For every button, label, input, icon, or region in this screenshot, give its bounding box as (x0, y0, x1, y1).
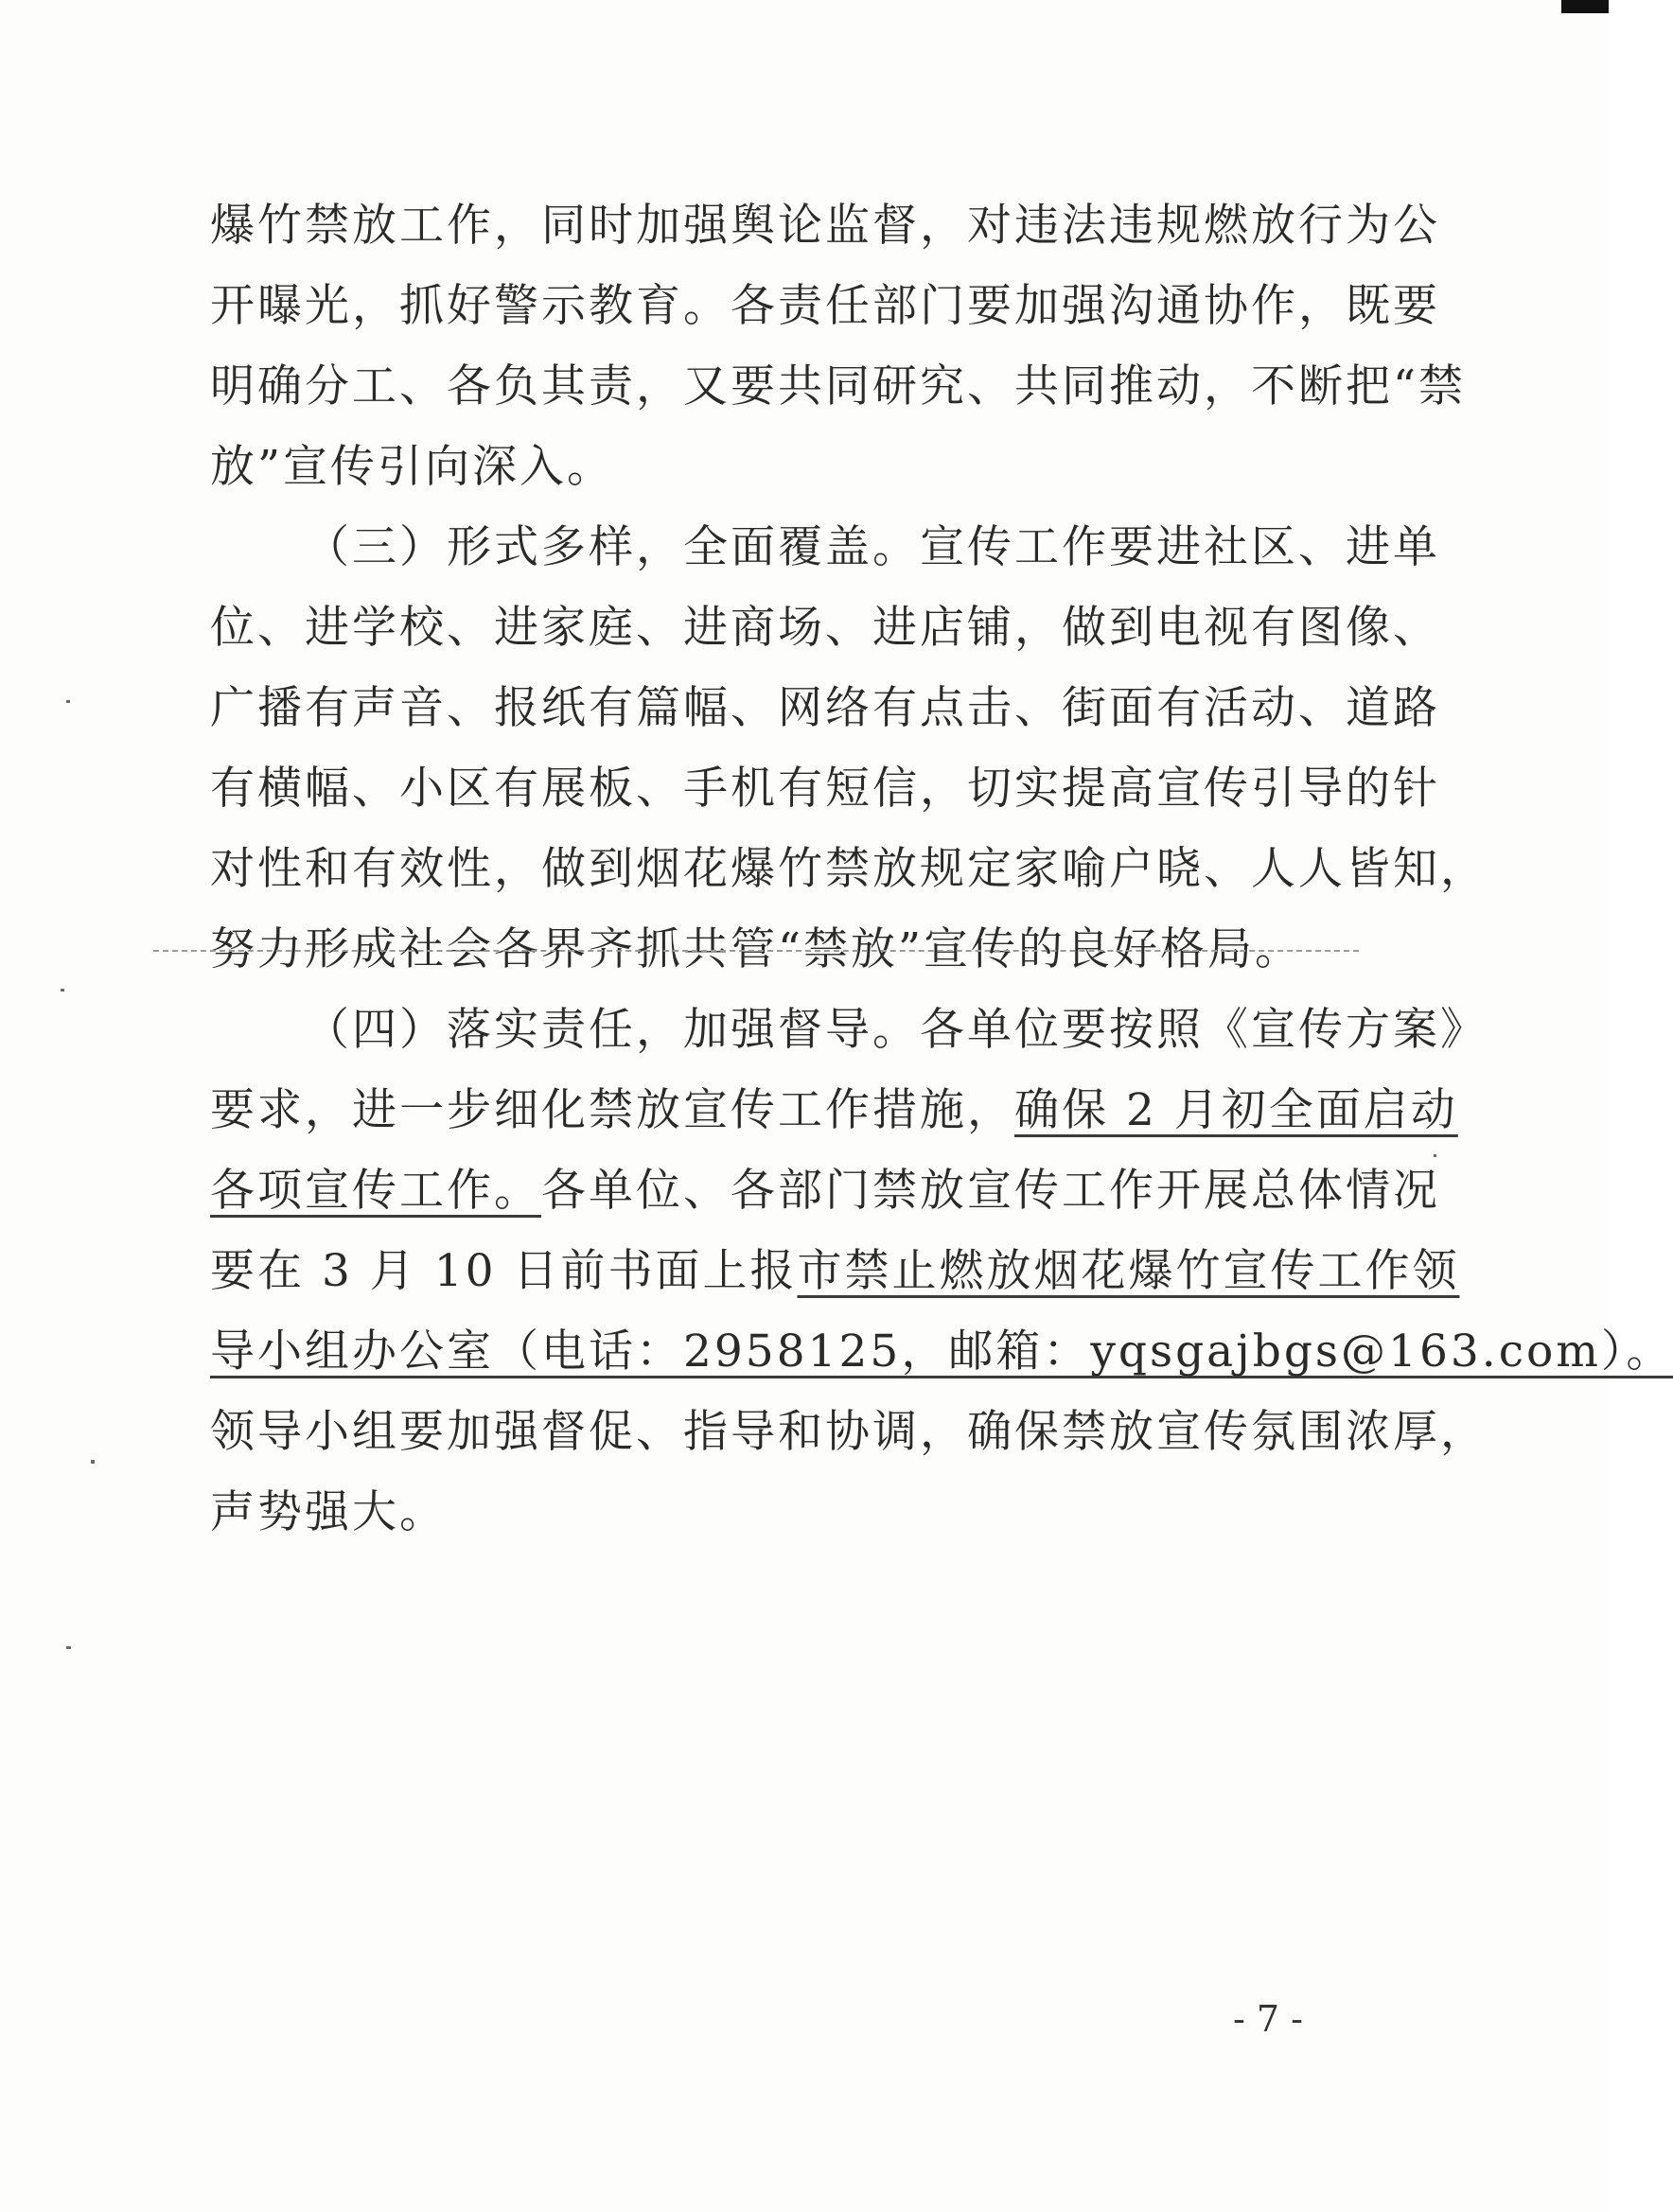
section-heading-line: （四）落实责任，加强督导。各单位要按照《宣传方案》 (305, 1004, 1488, 1056)
text-line: 开曝光，抓好警示教育。各责任部门要加强沟通协作，既要 (210, 280, 1440, 332)
scan-speck (91, 1460, 95, 1464)
scan-speck (66, 700, 70, 703)
text-line (210, 1311, 1673, 1392)
line-text: 要在 3 月 10 日前书面上报 (210, 1245, 798, 1297)
text-line: 广播有声音、报纸有篇幅、网络有点击、街面有活动、道路 (210, 682, 1440, 734)
text-line (210, 1070, 1458, 1150)
scan-corner-mark (1561, 0, 1609, 13)
text-line: 领导小组要加强督促、指导和协调，确保禁放宣传氛围浓厚， (210, 1406, 1488, 1458)
page-number: - 7 - (1232, 1998, 1303, 2040)
underlined-text: 各项宣传工作。 (210, 1165, 541, 1217)
line-text: 要求，进一步细化禁放宣传工作措施， (210, 1084, 1014, 1136)
text-line (210, 909, 1308, 990)
underlined-contact-info: 导小组办公室（电话：2958125，邮箱：yqsgajbgs@163.com）。 (210, 1325, 1673, 1378)
text-line: 爆竹禁放工作，同时加强舆论监督，对违法违规燃放行为公 (210, 200, 1440, 252)
scan-speck (1434, 1154, 1436, 1157)
text-line (210, 1150, 1440, 1231)
struck-line-text: 努力形成社会各界齐抓共管“禁放”宣传的良好格局。 (210, 923, 1303, 975)
paragraph-section-3 (210, 507, 1488, 990)
document-body (210, 185, 1673, 1553)
line-text: 各单位、各部门禁放宣传工作开展总体情况 (541, 1165, 1440, 1217)
section-heading-line: （三）形式多样，全面覆盖。宣传工作要进社区、进单 (305, 521, 1440, 573)
underlined-recipient: 市禁止燃放烟花爆竹宣传工作领 (797, 1245, 1460, 1297)
text-line: 声势强大。 (210, 1486, 447, 1538)
text-line: 位、进学校、进家庭、进商场、进店铺，做到电视有图像、 (210, 602, 1440, 654)
text-line: 明确分工、各负其责，又要共同研究、共同推动，不断把“禁 (210, 360, 1467, 413)
text-line (210, 1231, 1460, 1311)
text-line: 有横幅、小区有展板、手机有短信，切实提高宣传引导的针 (210, 763, 1440, 815)
paragraph-section-4 (210, 990, 1673, 1553)
scan-speck (66, 1646, 71, 1649)
scan-speck (61, 989, 64, 992)
underlined-deadline: 确保 2 月初全面启动 (1014, 1084, 1458, 1136)
text-line: 对性和有效性，做到烟花爆竹禁放规定家喻户晓、人人皆知， (210, 843, 1488, 895)
paragraph-continued (210, 185, 1467, 507)
text-line: 放”宣传引向深入。 (210, 441, 615, 493)
